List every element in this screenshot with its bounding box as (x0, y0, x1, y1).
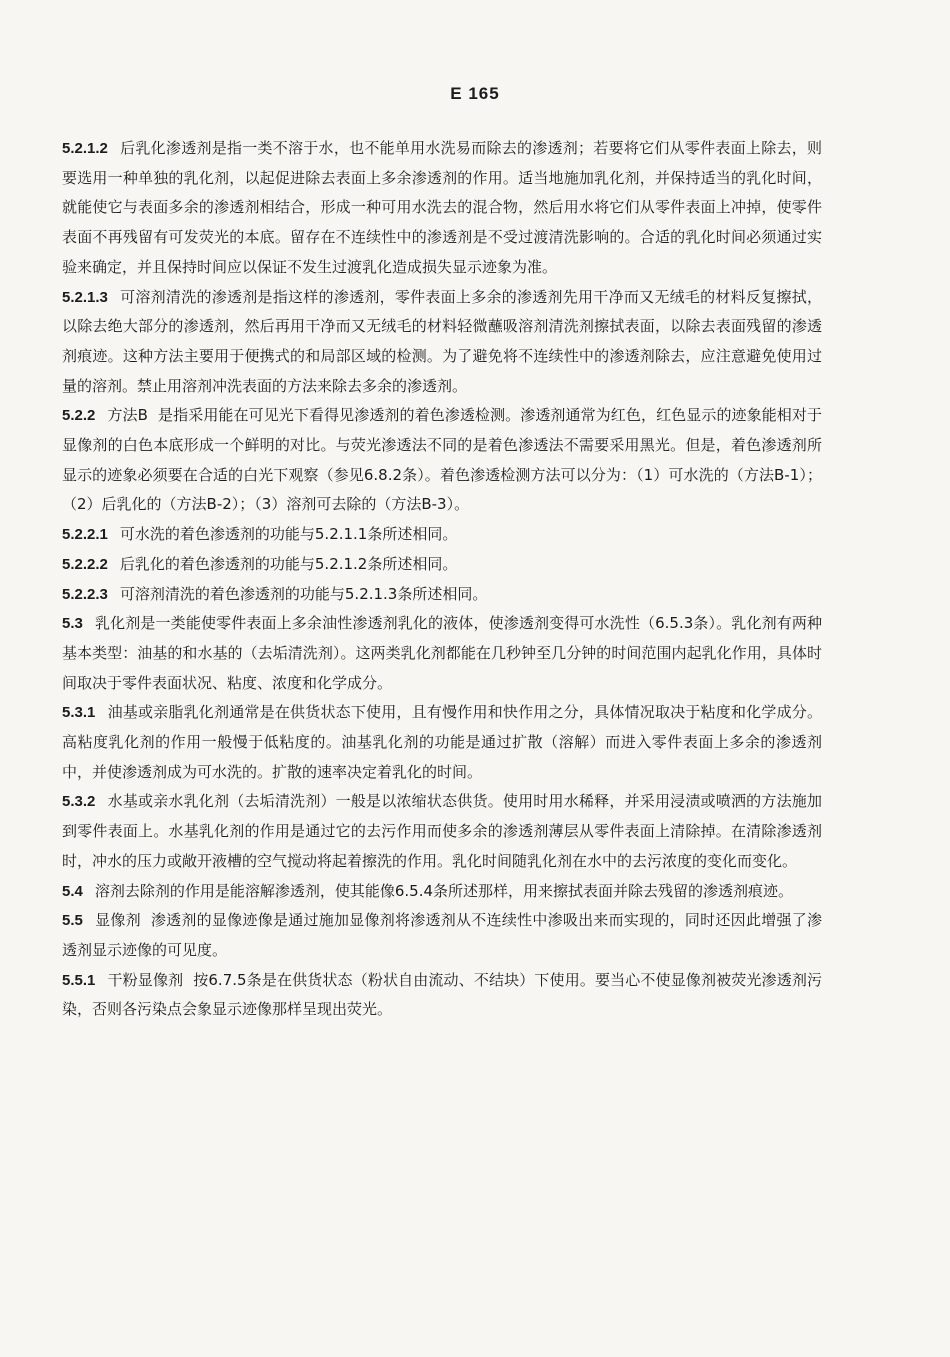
paragraph-text: 渗透剂的显像迹像是通过施加显像剂将渗透剂从不连续性中渗吸出来而实现的，同时还因此增强了渗透剂显示迹像的可见度。 (62, 911, 822, 959)
section-number: 5.3.2 (62, 793, 96, 811)
section-number: 5.2.2.1 (62, 526, 108, 544)
section-number: 5.2.2 (62, 407, 96, 425)
section-number: 5.3.1 (62, 704, 96, 722)
paragraph-text: 是指采用能在可见光下看得见渗透剂的着色渗透检测。渗透剂通常为红色，红色显示的迹象能相对于显像剂的白色本底形成一个鲜明的对比。与荧光渗透法不同的是着色渗透法不需要采用黑光。但是，着色渗透剂所显示的迹象必须要在合适的白光下观察（参见6.8.2条）。着色渗透检测方法可以分为：（1）可水洗的（方法B-1）；（2）后乳化的（方法B-2）；（3）溶剂可去除的（方法B-3）。 (62, 406, 822, 514)
paragraph-text: 后乳化的着色渗透剂的功能与5.2.1.2条所述相同。 (119, 554, 458, 573)
section-number: 5.5 (62, 912, 83, 930)
paragraph-text: 油基或亲脂乳化剂通常是在供货状态下使用，且有慢作用和快作用之分，具体情况取决于粘度和化学成分。高粘度乳化剂的作用一般慢于低粘度的。油基乳化剂的功能是通过扩散（溶解）而进入零件表面上多余的渗透剂中，并使渗透剂成为可水洗的。扩散的速率决定着乳化的时间。 (62, 703, 822, 781)
paragraph-5-2-2-2 (62, 550, 822, 580)
paragraph-text: 可溶剂清洗的着色渗透剂的功能与5.2.1.3条所述相同。 (119, 584, 488, 603)
paragraph-text: 溶剂去除剂的作用是能溶解渗透剂，使其能像6.5.4条所述那样，用来擦拭表面并除去残留的渗透剂痕迹。 (94, 881, 794, 900)
paragraph-text: 按6.7.5条是在供货状态（粉状自由流动、不结块）下使用。要当心不使显像剂被荧光渗透剂污染，否则各污染点会象显示迹像那样呈现出荧光。 (62, 970, 822, 1019)
paragraph-text: 乳化剂是一类能使零件表面上多余油性渗透剂乳化的液体，使渗透剂变得可水洗性（6.5.3条）。乳化剂有两种基本类型：油基的和水基的（去垢清洗剂）。这两类乳化剂都能在几秒钟至几分钟的时间范围内起乳化作用，具体时间取决于零件表面状况、粘度、浓度和化学成分。 (62, 614, 822, 692)
paragraph-text: 可水洗的着色渗透剂的功能与5.2.1.1条所述相同。 (119, 525, 458, 544)
paragraph-5-2-2-1 (62, 520, 822, 550)
section-title: 方法B (107, 406, 148, 425)
paragraph-5-3 (62, 609, 822, 698)
paragraph-5-2-1-2 (62, 134, 822, 283)
paragraph-5-3-1 (62, 698, 822, 787)
section-number: 5.2.2.3 (62, 585, 108, 603)
section-number: 5.3 (62, 615, 83, 633)
section-number: 5.2.2.2 (62, 555, 108, 573)
section-number: 5.2.1.2 (62, 140, 108, 157)
section-title: 干粉显像剂 (107, 970, 184, 989)
paragraph-5-2-1-3 (62, 283, 822, 402)
paragraph-5-5-1 (62, 966, 822, 1025)
section-number: 5.4 (62, 882, 83, 900)
paragraph-5-4 (62, 877, 822, 907)
section-number: 5.5.1 (62, 971, 96, 989)
document-body (62, 134, 822, 1025)
paragraph-5-2-2 (62, 401, 822, 520)
section-number: 5.2.1.3 (62, 288, 108, 306)
page-header: E 165 (450, 84, 500, 103)
paragraph-text: 后乳化渗透剂是指一类不溶于水，也不能单用水洗易而除去的渗透剂；若要将它们从零件表面上除去，则要选用一种单独的乳化剂，以起促进除去表面上多余渗透剂的作用。适当地施加乳化剂，并保持适当的乳化时间，就能使它与表面多余的渗透剂相结合，形成一种可用水洗去的混合物，然后用水将它们从零件表面上冲掉，使零件表面不再残留有可发荧光的本底。留存在不连续性中的渗透剂是不受过渡清洗影响的。合适的乳化时间必须通过实验来确定，并且保持时间应以保证不发生过渡乳化造成损失显示迹象为准。 (62, 139, 822, 276)
paragraph-5-5 (62, 906, 822, 965)
paragraph-5-2-2-3 (62, 580, 822, 610)
paragraph-5-3-2 (62, 787, 822, 876)
section-title: 显像剂 (94, 911, 141, 930)
paragraph-text: 可溶剂清洗的渗透剂是指这样的渗透剂，零件表面上多余的渗透剂先用干净而又无绒毛的材料反复擦拭，以除去绝大部分的渗透剂，然后再用干净而又无绒毛的材料轻微蘸吸溶剂清洗剂擦拭表面，以除去表面残留的渗透剂痕迹。这种方法主要用于便携式的和局部区域的检测。为了避免将不连续性中的渗透剂除去，应注意避免使用过量的溶剂。禁止用溶剂冲洗表面的方法来除去多余的渗透剂。 (62, 287, 822, 395)
paragraph-text: 水基或亲水乳化剂（去垢清洗剂）一般是以浓缩状态供货。使用时用水稀释，并采用浸渍或喷洒的方法施加到零件表面上。水基乳化剂的作用是通过它的去污作用而使多余的渗透剂薄层从零件表面上清除掉。在清除渗透剂时，冲水的压力或敞开液槽的空气搅动将起着擦洗的作用。乳化时间随乳化剂在水中的去污浓度的变化而变化。 (62, 792, 822, 870)
